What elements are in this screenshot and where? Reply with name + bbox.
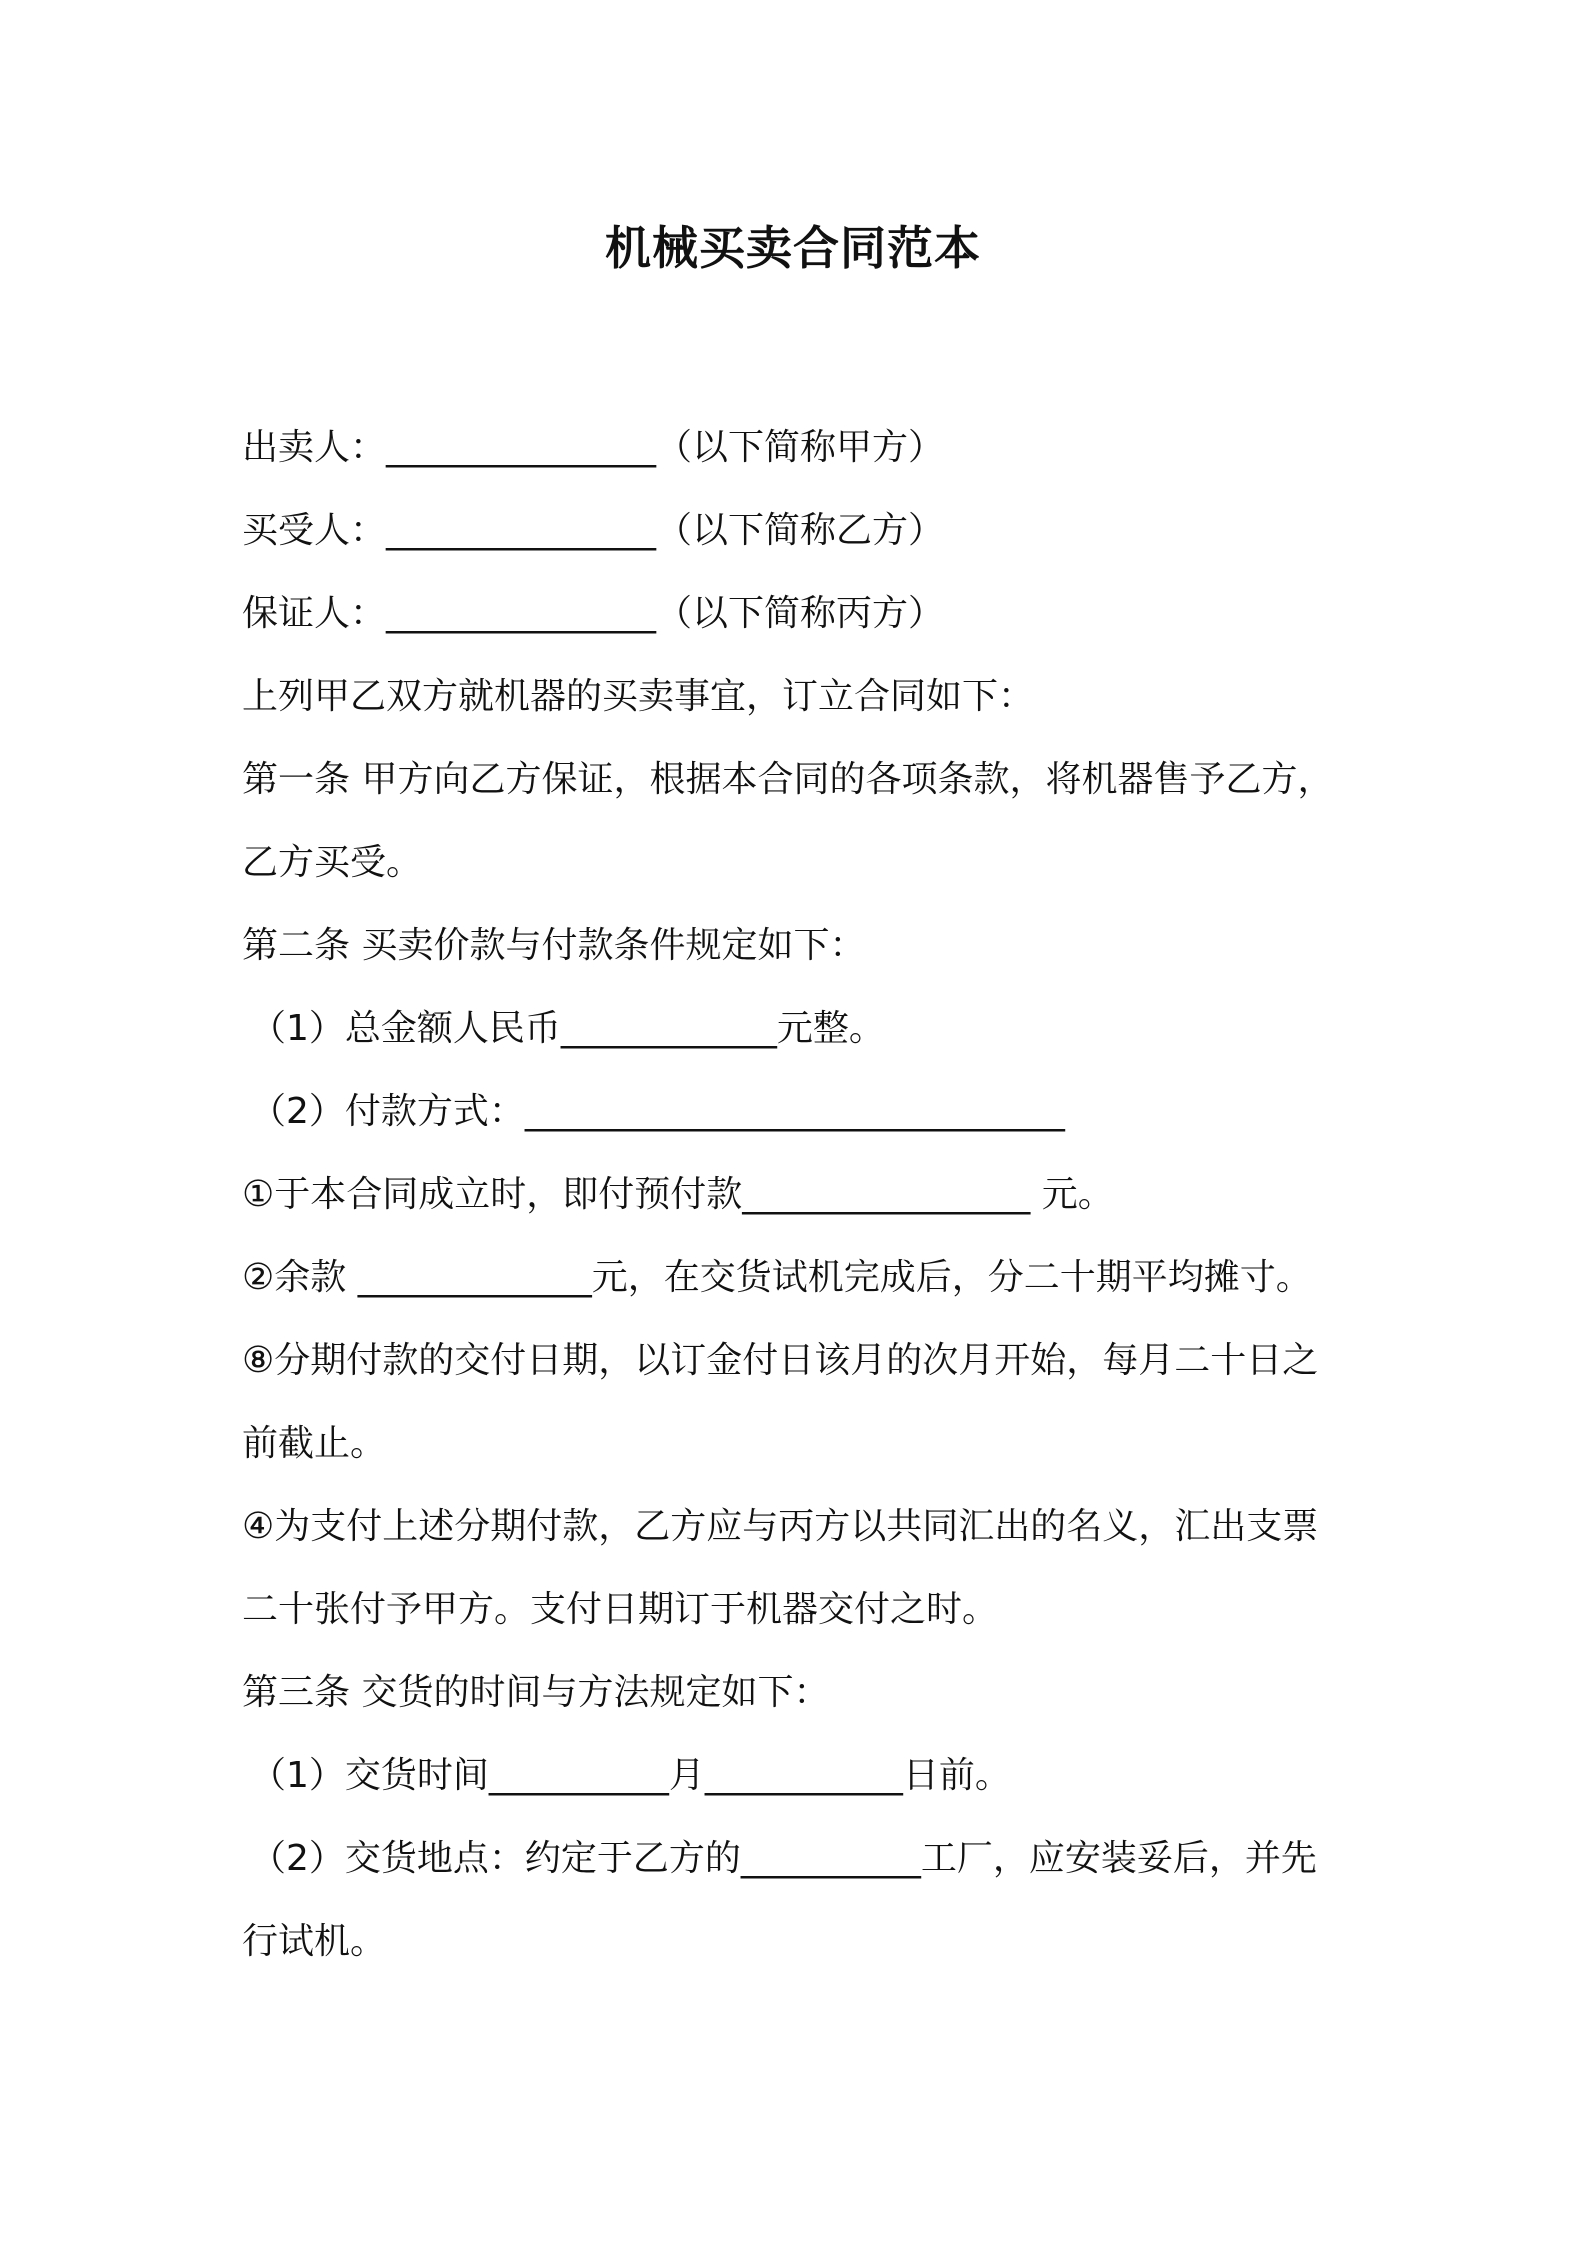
article-3-item-2-line-2: 行试机。 (242, 1921, 387, 1962)
article-3-item-1: （1）交货时间__________月___________日前。 (250, 1755, 1011, 1796)
payment-clause-4-line-2: 二十张付予甲方。支付日期订于机器交付之时。 (242, 1589, 999, 1630)
preamble-line: 上列甲乙双方就机器的买卖事宜，订立合同如下： (242, 676, 1035, 717)
article-3-item-2-line-1: （2）交货地点：约定于乙方的__________工厂，应安装妥后，并先 (250, 1838, 1317, 1879)
article-3-heading: 第三条 交货的时间与方法规定如下： (242, 1672, 830, 1713)
document-body (242, 406, 1382, 1983)
seller-line: 出卖人：_______________（以下简称甲方） (242, 427, 945, 468)
payment-clause-2: ②余款 _____________元，在交货试机完成后，分二十期平均摊寸。 (242, 1257, 1312, 1298)
payment-clause-3-line-2: 前截止。 (242, 1423, 387, 1464)
payment-clause-1: ①于本合同成立时，即付预付款________________ 元。 (242, 1174, 1114, 1215)
guarantor-line: 保证人：_______________（以下简称丙方） (242, 593, 945, 634)
buyer-line: 买受人：_______________（以下简称乙方） (242, 510, 945, 551)
payment-clause-4-line-1: ④为支付上述分期付款，乙方应与丙方以共同汇出的名义，汇出支票 (242, 1506, 1319, 1547)
document-title: 机械买卖合同范本 (605, 221, 981, 275)
article-2-heading: 第二条 买卖价款与付款条件规定如下： (242, 925, 866, 966)
article-2-item-2: （2）付款方式：______________________________ (250, 1091, 1065, 1132)
article-1-line-1: 第一条 甲方向乙方保证，根据本合同的各项条款，将机器售予乙方， (242, 759, 1334, 800)
payment-clause-3-line-1: ⑧分期付款的交付日期，以订金付日该月的次月开始，每月二十日之 (242, 1340, 1319, 1381)
article-1-line-2: 乙方买受。 (242, 842, 423, 883)
article-2-item-1: （1）总金额人民币____________元整。 (250, 1008, 885, 1049)
